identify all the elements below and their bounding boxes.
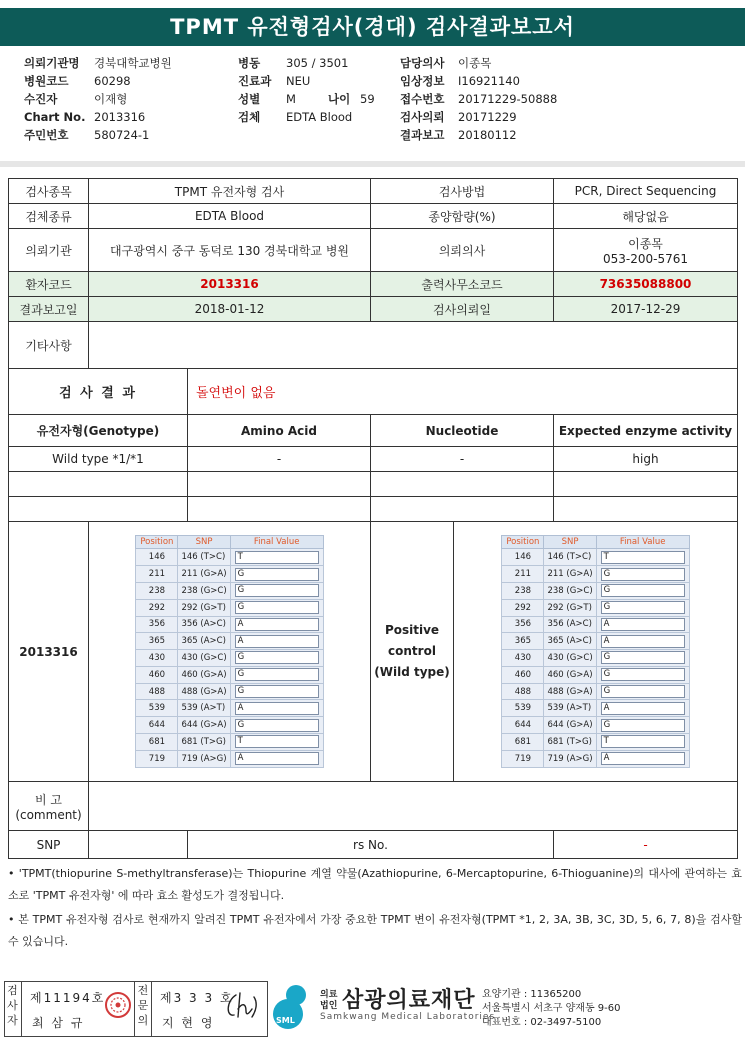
age-label: 나이 xyxy=(328,92,351,106)
snp-header: SNP xyxy=(178,536,230,549)
position-cell: 719 xyxy=(502,750,544,767)
rs-no-value: - xyxy=(554,831,738,859)
test-type-value: TPMT 유전자형 검사 xyxy=(89,179,371,204)
position-cell: 146 xyxy=(502,549,544,566)
tumor-content-label: 종양함량(%) xyxy=(371,204,554,229)
org-name: 삼광의료재단 xyxy=(342,988,476,1013)
final-value-header: Final Value xyxy=(596,536,689,549)
position-cell: 146 xyxy=(136,549,178,566)
final-value-field: G xyxy=(601,651,685,664)
notes xyxy=(8,863,742,953)
other-label: 기타사항 xyxy=(9,322,89,369)
table-row xyxy=(502,700,689,717)
specialist-name: 지 현 영 xyxy=(162,1016,215,1030)
request-date-label-2: 검사의뢰일 xyxy=(371,297,554,322)
table-row xyxy=(502,582,689,599)
final-value-field: A xyxy=(601,635,685,648)
position-cell: 430 xyxy=(502,650,544,667)
patient-code-value: 2013316 xyxy=(89,272,371,297)
final-value-cell xyxy=(596,666,689,683)
final-value-field: G xyxy=(601,719,685,732)
snp-cell: 460 (G>A) xyxy=(178,666,230,683)
amino-acid-cell xyxy=(188,497,371,522)
snp-cell: 356 (A>C) xyxy=(544,616,596,633)
resident-no-label: 주민번호 xyxy=(24,128,69,142)
snp-cell: 644 (G>A) xyxy=(178,717,230,734)
request-date-label: 검사의뢰 xyxy=(400,110,445,124)
patient-name-value: 이재형 xyxy=(94,92,128,106)
org-prefix xyxy=(320,990,337,1012)
snp-cell: 681 (T>G) xyxy=(178,734,230,751)
final-value-cell xyxy=(596,750,689,767)
final-value-cell xyxy=(596,582,689,599)
table-row xyxy=(502,734,689,751)
table-row xyxy=(502,750,689,767)
table-row xyxy=(502,717,689,734)
table-row xyxy=(502,650,689,667)
org-english: Samkwang Medical Laboratories xyxy=(320,1012,496,1022)
position-cell: 460 xyxy=(136,666,178,683)
final-value-cell xyxy=(596,633,689,650)
snp-cell: 211 (G>A) xyxy=(178,566,230,583)
control-snp-table xyxy=(501,535,689,767)
final-value-cell xyxy=(230,582,323,599)
snp-cell: 539 (A>T) xyxy=(178,700,230,717)
nucleotide-cell xyxy=(371,472,554,497)
table-row xyxy=(136,750,323,767)
final-value-field: G xyxy=(601,584,685,597)
snp-cell: 488 (G>A) xyxy=(178,683,230,700)
office-code-label: 출력사무소코드 xyxy=(371,272,554,297)
tumor-content-value: 해당없음 xyxy=(554,204,738,229)
snp-cell: 539 (A>T) xyxy=(544,700,596,717)
position-cell: 488 xyxy=(502,683,544,700)
table-row xyxy=(502,566,689,583)
divider xyxy=(0,161,745,167)
final-value-field: G xyxy=(235,685,319,698)
hospital-code-label: 병원코드 xyxy=(24,74,69,88)
table-row xyxy=(136,633,323,650)
final-value-field: T xyxy=(235,735,319,748)
final-value-field: T xyxy=(235,551,319,564)
table-row xyxy=(136,599,323,616)
control-snp-cell xyxy=(454,522,738,782)
sample-snp-table xyxy=(135,535,323,767)
table-row xyxy=(136,549,323,566)
remarks-label-line1: 비 고 xyxy=(35,792,62,807)
final-value-cell xyxy=(230,683,323,700)
final-value-cell xyxy=(596,717,689,734)
amino-acid-cell xyxy=(188,472,371,497)
hospital-code-value: 60298 xyxy=(94,74,131,88)
final-value-cell xyxy=(596,734,689,751)
snp-cell: 356 (A>C) xyxy=(178,616,230,633)
org-code: 요양기관 : 11365200 xyxy=(482,989,582,1000)
enzyme-activity-header: Expected enzyme activity xyxy=(554,415,738,447)
institution-label: 의뢰기관 xyxy=(9,229,89,272)
final-value-cell xyxy=(230,750,323,767)
table-row xyxy=(136,582,323,599)
sample-id: 2013316 xyxy=(9,522,89,782)
table-row xyxy=(136,734,323,751)
institution-name-label: 의뢰기관명 xyxy=(24,56,80,70)
doctor-name: 이종목 xyxy=(628,236,663,251)
report-title: TPMT 유전형검사(경대) 검사결과보고서 xyxy=(0,8,745,46)
result-label: 검 사 결 과 xyxy=(9,369,188,415)
result-table xyxy=(8,178,738,859)
ward-value: 305 / 3501 xyxy=(286,56,349,70)
specialist-label-text: 전문의 xyxy=(137,984,149,1027)
age-value: 59 xyxy=(360,92,375,106)
other-value xyxy=(89,322,738,369)
final-value-field: G xyxy=(601,568,685,581)
position-cell: 644 xyxy=(136,717,178,734)
remarks-label xyxy=(9,782,89,831)
header-col3 xyxy=(400,54,557,144)
final-value-field: G xyxy=(601,668,685,681)
snp-cell: 146 (T>C) xyxy=(544,549,596,566)
org-address: 서울특별시 서초구 양재동 9-60 xyxy=(482,1003,621,1014)
chart-no-label: Chart No. xyxy=(24,110,86,124)
remarks-label-line2: (comment) xyxy=(15,807,82,822)
position-cell: 356 xyxy=(136,616,178,633)
note-1: • 'TPMT(thiopurine S-methyltransferase)는 Thiopurine 계열 약물(Azathiopurine, 6-Mercaptopurine, 6-Thioguanine)의 대사에 관여하는 효소로 'TPMT 유전자형' 에 따라 효소 활성도가 결정됩니다. xyxy=(8,867,742,902)
position-cell: 238 xyxy=(502,582,544,599)
final-value-cell xyxy=(230,599,323,616)
snp-cell: 238 (G>C) xyxy=(544,582,596,599)
snp-cell: 211 (G>A) xyxy=(544,566,596,583)
final-value-field: A xyxy=(601,618,685,631)
table-row xyxy=(502,616,689,633)
specimen-label: 검체 xyxy=(238,110,261,124)
final-value-field: A xyxy=(601,702,685,715)
table-row xyxy=(136,666,323,683)
table-row xyxy=(136,650,323,667)
enzyme-activity-cell: high xyxy=(554,447,738,472)
position-cell: 211 xyxy=(502,566,544,583)
position-cell: 238 xyxy=(136,582,178,599)
position-cell: 488 xyxy=(136,683,178,700)
position-header: Position xyxy=(136,536,178,549)
final-value-field: T xyxy=(601,551,685,564)
attending-doctor-label: 담당의사 xyxy=(400,56,445,70)
specialist-label xyxy=(134,981,152,1037)
inspector-label xyxy=(4,981,22,1037)
specimen-type-value: EDTA Blood xyxy=(89,204,371,229)
table-row xyxy=(136,566,323,583)
amino-acid-header: Amino Acid xyxy=(188,415,371,447)
final-value-cell xyxy=(230,717,323,734)
specimen-value: EDTA Blood xyxy=(286,110,353,124)
snp-cell: 430 (G>C) xyxy=(178,650,230,667)
snp-cell: 146 (T>C) xyxy=(178,549,230,566)
chart-no-value: 2013316 xyxy=(94,110,146,124)
positive-control-label xyxy=(371,522,454,782)
snp-cell: 238 (G>C) xyxy=(178,582,230,599)
specimen-type-label: 검체종류 xyxy=(9,204,89,229)
request-date-value-2: 2017-12-29 xyxy=(554,297,738,322)
genotype-header: 유전자형(Genotype) xyxy=(9,415,188,447)
clinical-info-value: I16921140 xyxy=(458,74,520,88)
final-value-field: G xyxy=(235,601,319,614)
receipt-no-value: 20171229-50888 xyxy=(458,92,558,106)
final-value-cell xyxy=(596,549,689,566)
ward-label: 병동 xyxy=(238,56,261,70)
snp-label: SNP xyxy=(9,831,89,859)
table-row xyxy=(502,549,689,566)
final-value-cell xyxy=(230,650,323,667)
final-value-field: G xyxy=(601,601,685,614)
footer xyxy=(0,977,745,1046)
position-cell: 292 xyxy=(502,599,544,616)
request-date-value: 20171229 xyxy=(458,110,517,124)
final-value-cell xyxy=(230,700,323,717)
result-date-label: 결과보고일 xyxy=(9,297,89,322)
snp-header: SNP xyxy=(544,536,596,549)
snp-cell: 292 (G>T) xyxy=(544,599,596,616)
final-value-field: A xyxy=(235,618,319,631)
method-value: PCR, Direct Sequencing xyxy=(554,179,738,204)
org-prefix-line2: 법인 xyxy=(320,1001,338,1011)
sml-logo-text: SML xyxy=(276,1016,295,1025)
genotype-cell xyxy=(9,497,188,522)
doctor-label: 의뢰의사 xyxy=(371,229,554,272)
position-cell: 430 xyxy=(136,650,178,667)
seal-stamp-icon xyxy=(104,991,132,1019)
header-col1 xyxy=(24,54,172,144)
institution-value: 대구광역시 중구 동덕로 130 경북대학교 병원 xyxy=(89,229,371,272)
positive-control-line: control xyxy=(388,644,436,658)
final-value-cell xyxy=(596,700,689,717)
position-cell: 681 xyxy=(502,734,544,751)
table-row xyxy=(136,616,323,633)
report-date-label: 결과보고 xyxy=(400,128,445,142)
attending-doctor-value: 이종목 xyxy=(458,56,492,70)
position-cell: 644 xyxy=(502,717,544,734)
table-row xyxy=(136,683,323,700)
snp-cell: 430 (G>C) xyxy=(544,650,596,667)
nucleotide-cell xyxy=(371,497,554,522)
department-label: 진료과 xyxy=(238,74,272,88)
inspector-license: 제11194호 xyxy=(30,991,106,1005)
snp-cell: 719 (A>G) xyxy=(544,750,596,767)
specialist-license: 제3 3 3 호 xyxy=(160,991,234,1005)
snp-cell: 719 (A>G) xyxy=(178,750,230,767)
position-cell: 719 xyxy=(136,750,178,767)
note-2: • 본 TPMT 유전자형 검사로 현재까지 알려진 TPMT 유전자에서 가장 중요한 TPMT 변이 유전자형(TPMT *1, 2, 3A, 3B, 3C, 3D, 5, 6, 7, 8)을 검사할 수 있습니다. xyxy=(8,913,742,948)
final-value-cell xyxy=(230,549,323,566)
final-value-field: G xyxy=(235,584,319,597)
final-value-cell xyxy=(230,734,323,751)
patient-name-label: 수진자 xyxy=(24,92,58,106)
final-value-cell xyxy=(596,599,689,616)
receipt-no-label: 접수번호 xyxy=(400,92,445,106)
org-phone: 대표번호 : 02-3497-5100 xyxy=(482,1017,602,1028)
method-label: 검사방법 xyxy=(371,179,554,204)
department-value: NEU xyxy=(286,74,311,88)
sex-label: 성별 xyxy=(238,92,261,106)
position-header: Position xyxy=(502,536,544,549)
final-value-field: G xyxy=(235,568,319,581)
position-cell: 539 xyxy=(502,700,544,717)
nucleotide-cell: - xyxy=(371,447,554,472)
final-value-cell xyxy=(596,650,689,667)
final-value-cell xyxy=(230,666,323,683)
snp-cell: 292 (G>T) xyxy=(178,599,230,616)
inspector-label-text: 검사자 xyxy=(7,984,18,1027)
report-date-value: 20180112 xyxy=(458,128,517,142)
final-value-cell xyxy=(230,566,323,583)
positive-control-line: (Wild type) xyxy=(374,665,450,679)
position-cell: 356 xyxy=(502,616,544,633)
nucleotide-header: Nucleotide xyxy=(371,415,554,447)
patient-code-label: 환자코드 xyxy=(9,272,89,297)
genotype-cell xyxy=(9,472,188,497)
final-value-cell xyxy=(596,566,689,583)
sample-snp-cell xyxy=(89,522,371,782)
final-value-field: A xyxy=(601,752,685,765)
final-value-field: G xyxy=(235,719,319,732)
result-value: 돌연변이 없음 xyxy=(188,369,738,415)
position-cell: 292 xyxy=(136,599,178,616)
final-value-cell xyxy=(596,683,689,700)
amino-acid-cell: - xyxy=(188,447,371,472)
enzyme-activity-cell xyxy=(554,497,738,522)
positive-control-line: Positive xyxy=(384,623,440,637)
enzyme-activity-cell xyxy=(554,472,738,497)
sml-logo-icon xyxy=(270,981,316,1033)
final-value-field: A xyxy=(235,635,319,648)
table-row xyxy=(502,683,689,700)
position-cell: 681 xyxy=(136,734,178,751)
remarks-value xyxy=(89,782,738,831)
table-row xyxy=(136,700,323,717)
org-prefix-line1: 의료 xyxy=(320,990,338,1000)
final-value-cell xyxy=(596,616,689,633)
position-cell: 460 xyxy=(502,666,544,683)
table-row xyxy=(9,497,738,522)
table-row xyxy=(502,666,689,683)
genotype-cell: Wild type *1/*1 xyxy=(9,447,188,472)
snp-cell: 644 (G>A) xyxy=(544,717,596,734)
table-row xyxy=(502,599,689,616)
doctor-phone: 053-200-5761 xyxy=(602,251,688,266)
snp-empty xyxy=(89,831,188,859)
position-cell: 211 xyxy=(136,566,178,583)
snp-cell: 365 (A>C) xyxy=(178,633,230,650)
final-value-field: A xyxy=(235,702,319,715)
final-value-field: T xyxy=(601,735,685,748)
rs-no-label: rs No. xyxy=(188,831,554,859)
snp-cell: 488 (G>A) xyxy=(544,683,596,700)
position-cell: 539 xyxy=(136,700,178,717)
sex-value: M xyxy=(286,92,296,106)
signature-icon xyxy=(222,989,262,1023)
snp-cell: 365 (A>C) xyxy=(544,633,596,650)
inspector-name: 최 삼 규 xyxy=(32,1016,85,1030)
snp-cell: 681 (T>G) xyxy=(544,734,596,751)
table-row xyxy=(9,447,738,472)
final-value-field: A xyxy=(235,752,319,765)
final-value-cell xyxy=(230,633,323,650)
position-cell: 365 xyxy=(502,633,544,650)
doctor-value xyxy=(554,229,738,272)
final-value-field: G xyxy=(235,668,319,681)
test-type-label: 검사종목 xyxy=(9,179,89,204)
position-cell: 365 xyxy=(136,633,178,650)
office-code-value: 73635088800 xyxy=(554,272,738,297)
table-row xyxy=(9,472,738,497)
table-row xyxy=(136,717,323,734)
snp-cell: 460 (G>A) xyxy=(544,666,596,683)
resident-no-value: 580724-1 xyxy=(94,128,150,142)
table-row xyxy=(502,633,689,650)
final-value-header: Final Value xyxy=(230,536,323,549)
final-value-field: G xyxy=(601,685,685,698)
institution-name-value: 경북대학교병원 xyxy=(94,56,172,70)
clinical-info-label: 임상정보 xyxy=(400,74,445,88)
result-date-value: 2018-01-12 xyxy=(89,297,371,322)
final-value-field: G xyxy=(235,651,319,664)
header-col2 xyxy=(238,54,375,126)
final-value-cell xyxy=(230,616,323,633)
